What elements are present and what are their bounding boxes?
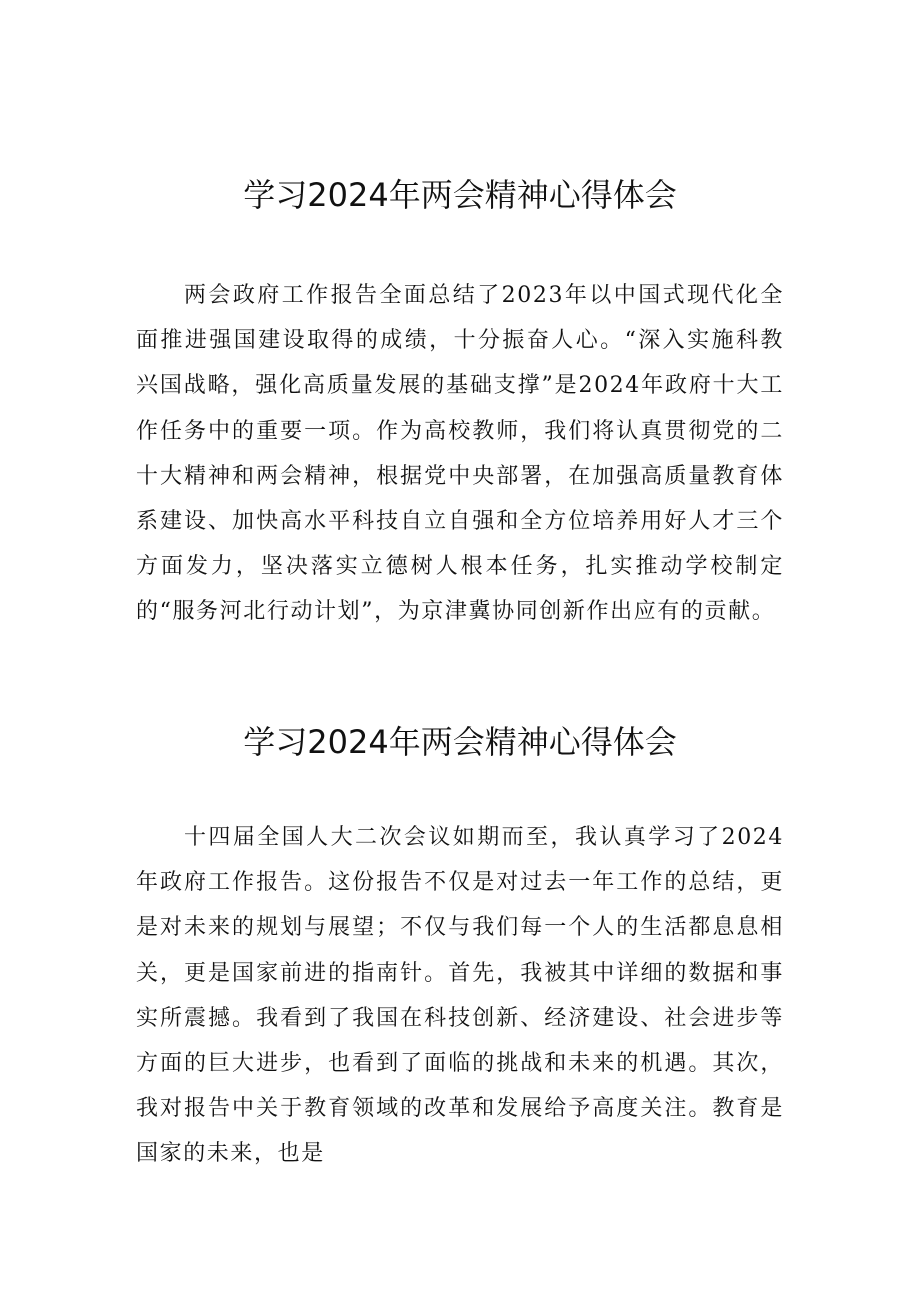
section-1-title: 学习2024年两会精神心得体会 — [243, 176, 677, 214]
section-1-body: 两会政府工作报告全面总结了2023年以中国式现代化全面推进强国建设取得的成绩，十分振奋人心。“深入实施科教兴国战略，强化高质量发展的基础支撑”是2024年政府十大工作任务中的重要一项。作为高校教师，我们将认真贯彻党的二十大精神和两会精神，根据党中央部署，在加强高质量教育体系建设、加快高水平科技自立自强和全方位培养用好人才三个方面发力，坚决落实立德树人根本任务，扎实推动学校制定的“服务河北行动计划”，为京津冀协同创新作出应有的贡献。 — [136, 283, 784, 625]
section-2-body: 十四届全国人大二次会议如期而至，我认真学习了2024年政府工作报告。这份报告不仅是对过去一年工作的总结，更是对未来的规划与展望；不仅与我们每一个人的生活都息息相关，更是国家前进的指南针。首先，我被其中详细的数据和事实所震撼。我看到了我国在科技创新、经济建设、社会进步等方面的巨大进步，也看到了面临的挑战和未来的机遇。其次，我对报告中关于教育领域的改革和发展给予高度关注。教育是国家的未来，也是 — [136, 825, 784, 1167]
section-2-title: 学习2024年两会精神心得体会 — [243, 723, 677, 761]
